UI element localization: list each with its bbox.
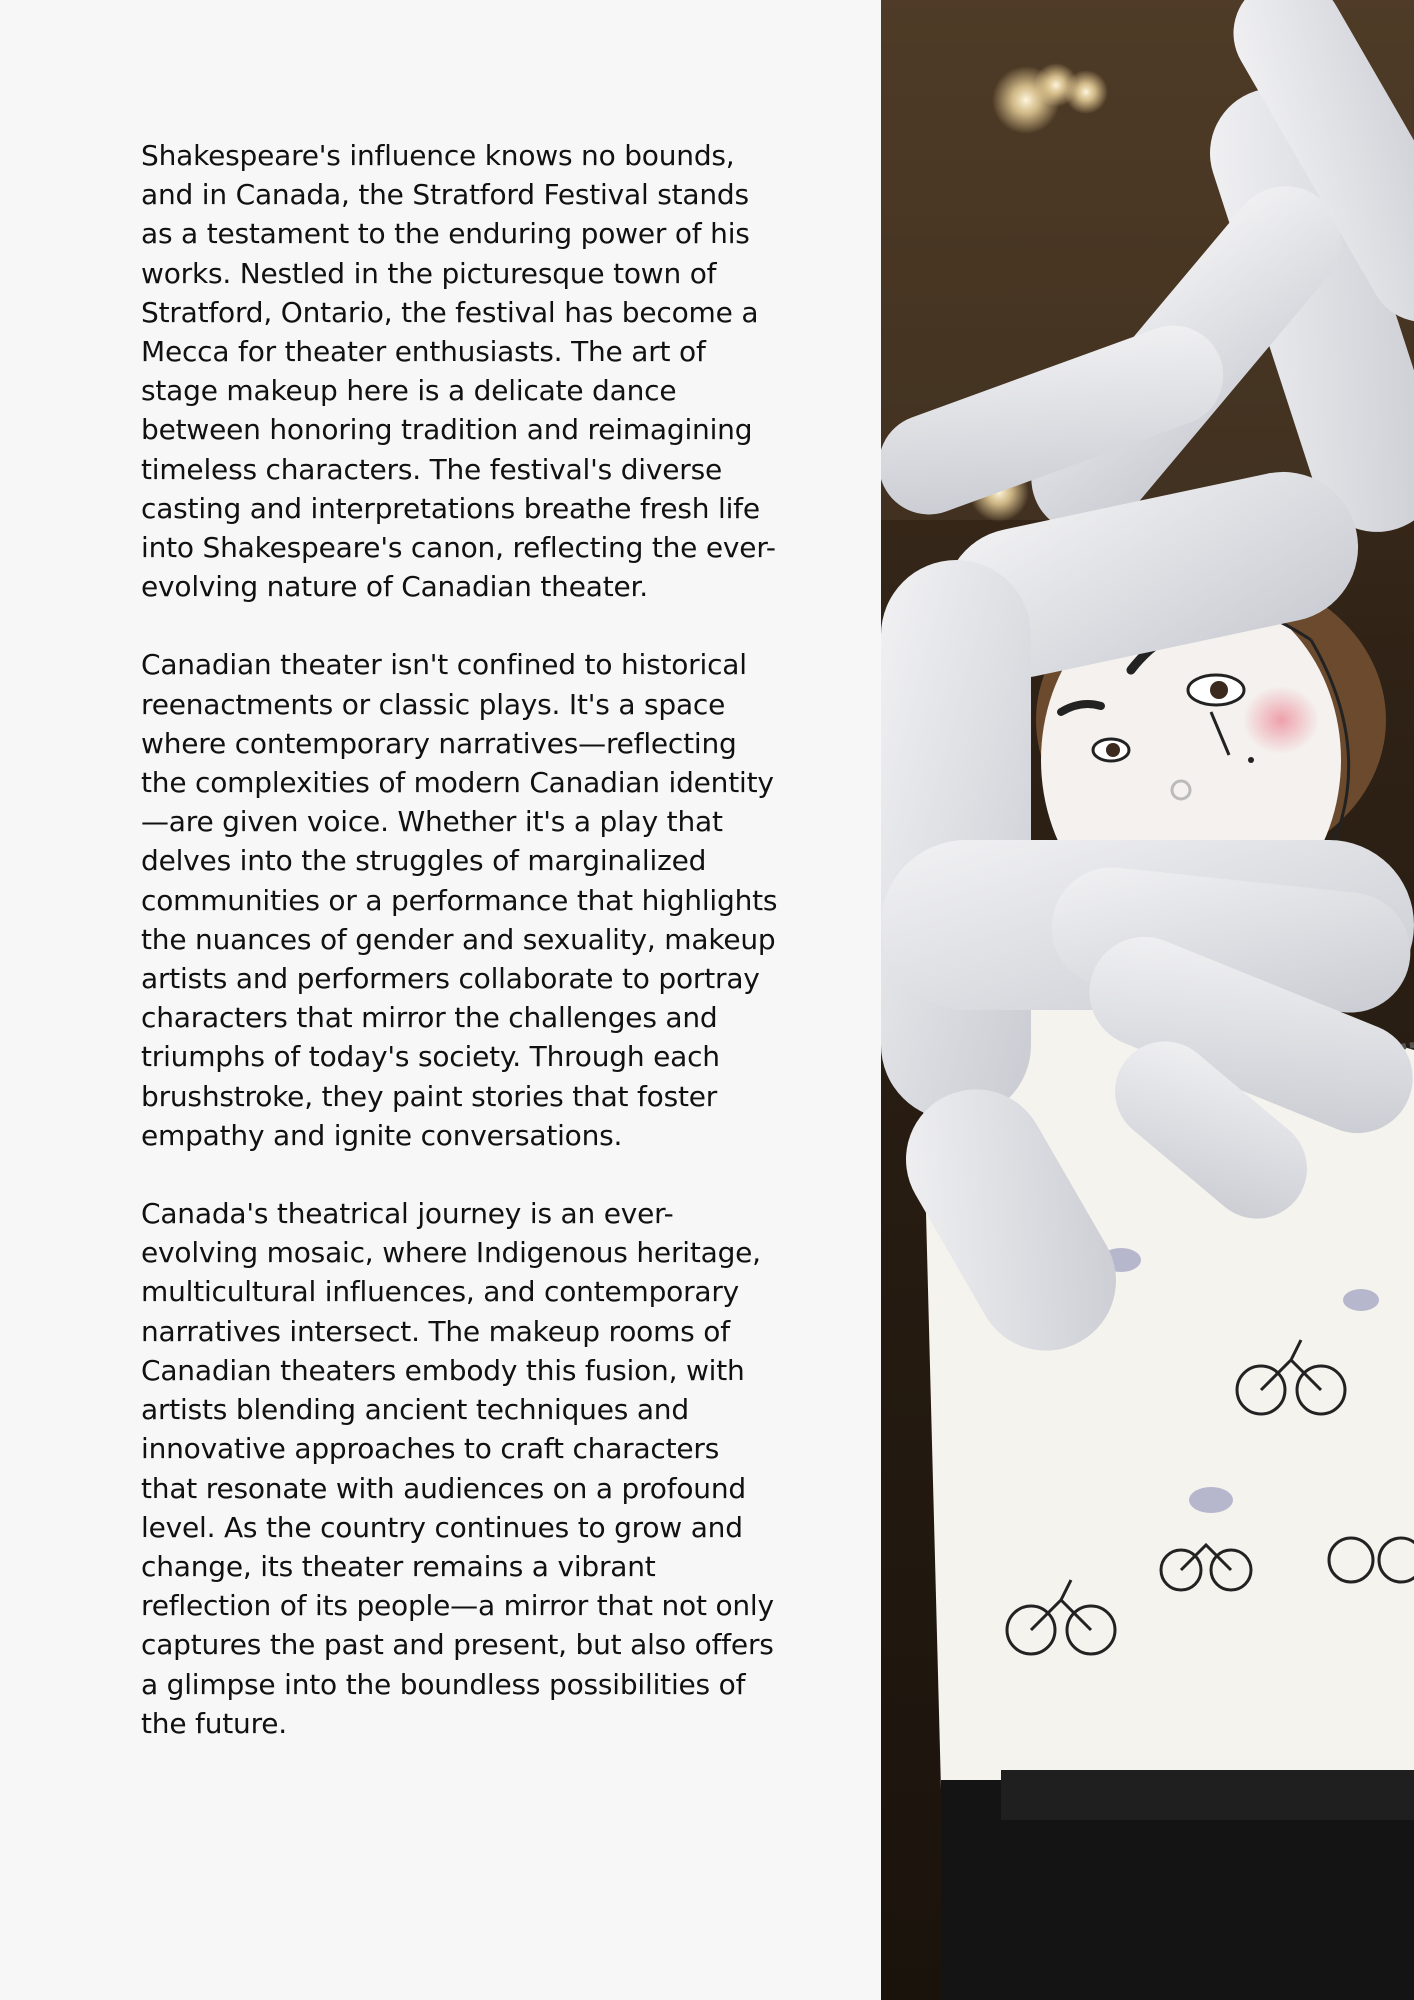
paragraph-mosaic: Canada's theatrical journey is an ever-evolving mosaic, where Indigenous heritage, multicultural influences, and contemporary narratives intersect. The makeup rooms of Canadian theaters embody this fusion, with artists blending ancient techniques and innovative approaches to craft characters that resonate with audiences on a profound level. As the country continues to grow and change, its theater remains a vibrant reflection of its people—a mirror that not only captures the past and present, but also offers a glimpse into the boundless possibilities of the future. (141, 1197, 774, 1740)
mime-illustration (881, 0, 1414, 2000)
paragraph-contemporary: Canadian theater isn't confined to historical reenactments or classic plays. It's a space where contemporary narratives—reflecting the complexities of modern Canadian identity—are given voice. Whether it's a play that delves into the struggles of marginalized communities or a performance that highlights the nuances of gender and sexuality, makeup artists and performers collaborate to portray characters that mirror the challenges and triumphs of today's society. Through each brushstroke, they paint stories that foster empathy and ignite conversations. (141, 648, 778, 1152)
article-text (141, 136, 781, 1782)
mime-photo (881, 0, 1414, 2000)
paragraph-stratford: Shakespeare's influence knows no bounds, and in Canada, the Stratford Festival stands as a testament to the enduring power of his works. Nestled in the picturesque town of Stratford, Ontario, the festival has become a Mecca for theater enthusiasts. The art of stage makeup here is a delicate dance between honoring tradition and reimagining timeless characters. The festival's diverse casting and interpretations breathe fresh life into Shakespeare's canon, reflecting the ever-evolving nature of Canadian theater. (141, 139, 776, 604)
